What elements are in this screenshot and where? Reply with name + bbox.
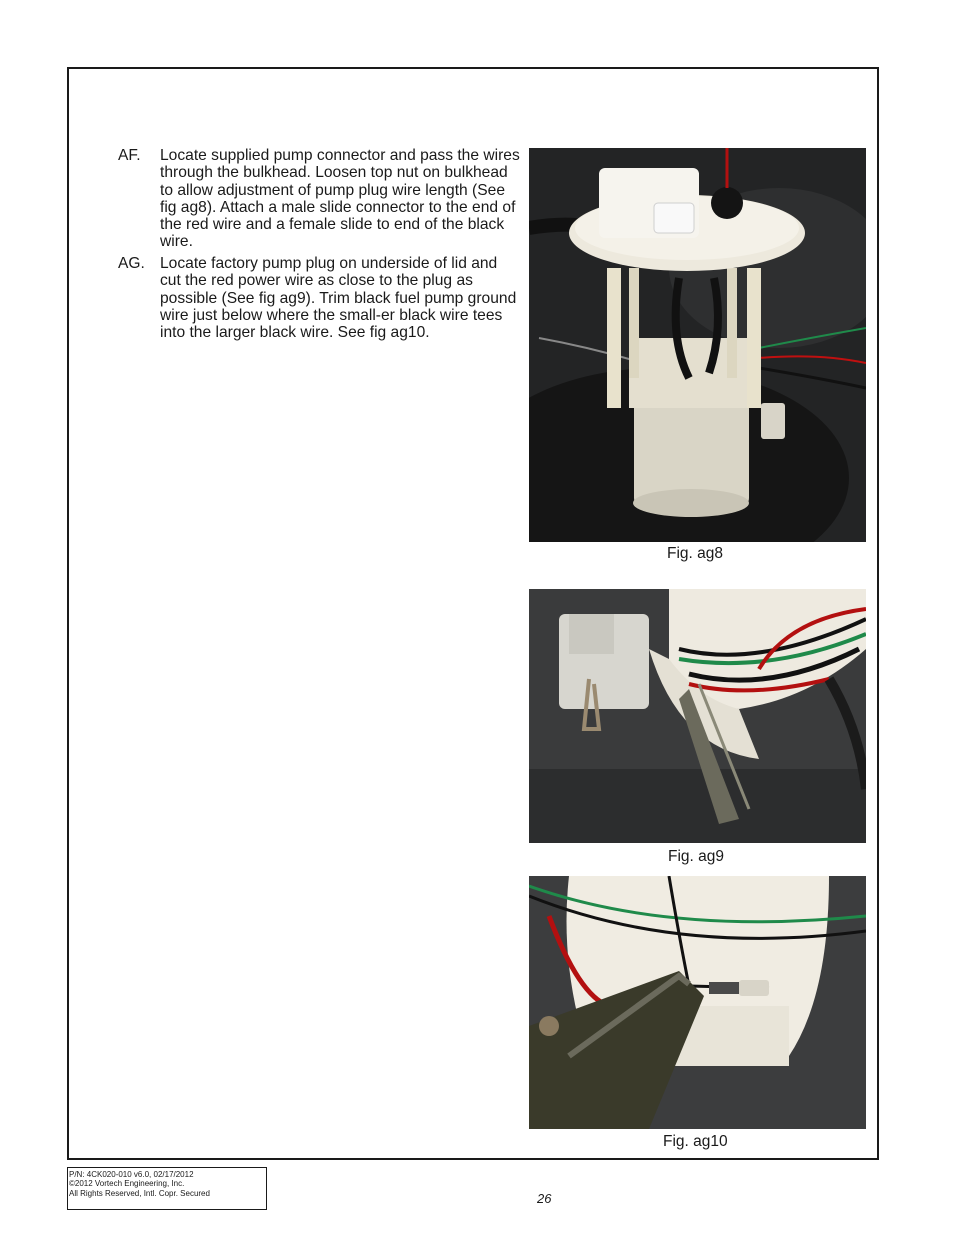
copyright-line: ©2012 Vortech Engineering, Inc. [69,1179,185,1189]
photo-ground-wire-trim [529,876,866,1129]
step-letter: AG. [118,255,145,272]
figure-caption: Fig. ag10 [663,1133,728,1150]
step-ag [118,255,520,341]
step-text: Locate supplied pump connector and pass the wires through the bulkhead. Loosen top nut on bulkhead to allow adjustment of pump plug wire length (See fig ag8). Attach a male slide connector to the end of the red wire and a female slide to end of the black wire. [160,147,520,251]
rights-line: All Rights Reserved, Intl. Copr. Secured [69,1188,210,1198]
step-letter: AF. [118,147,141,164]
figure-caption: Fig. ag9 [668,848,725,865]
page-number: 26 [537,1191,552,1206]
step-text: Locate factory pump plug on underside of lid and cut the red power wire as close to the plug as possible (See fig ag9). Trim black fuel pump ground wire just below where the small-er black wire tees into the larger black wire. See fig ag10. [160,255,517,342]
photo-fuel-pump-assembly [529,148,866,542]
footer-info-box [67,1167,267,1210]
photo-pump-plug-cut [529,589,866,843]
figure-caption: Fig. ag8 [667,545,724,562]
step-af [118,147,520,251]
part-number: P/N: 4CK020-010 v6.0, 02/17/2012 [69,1170,194,1179]
